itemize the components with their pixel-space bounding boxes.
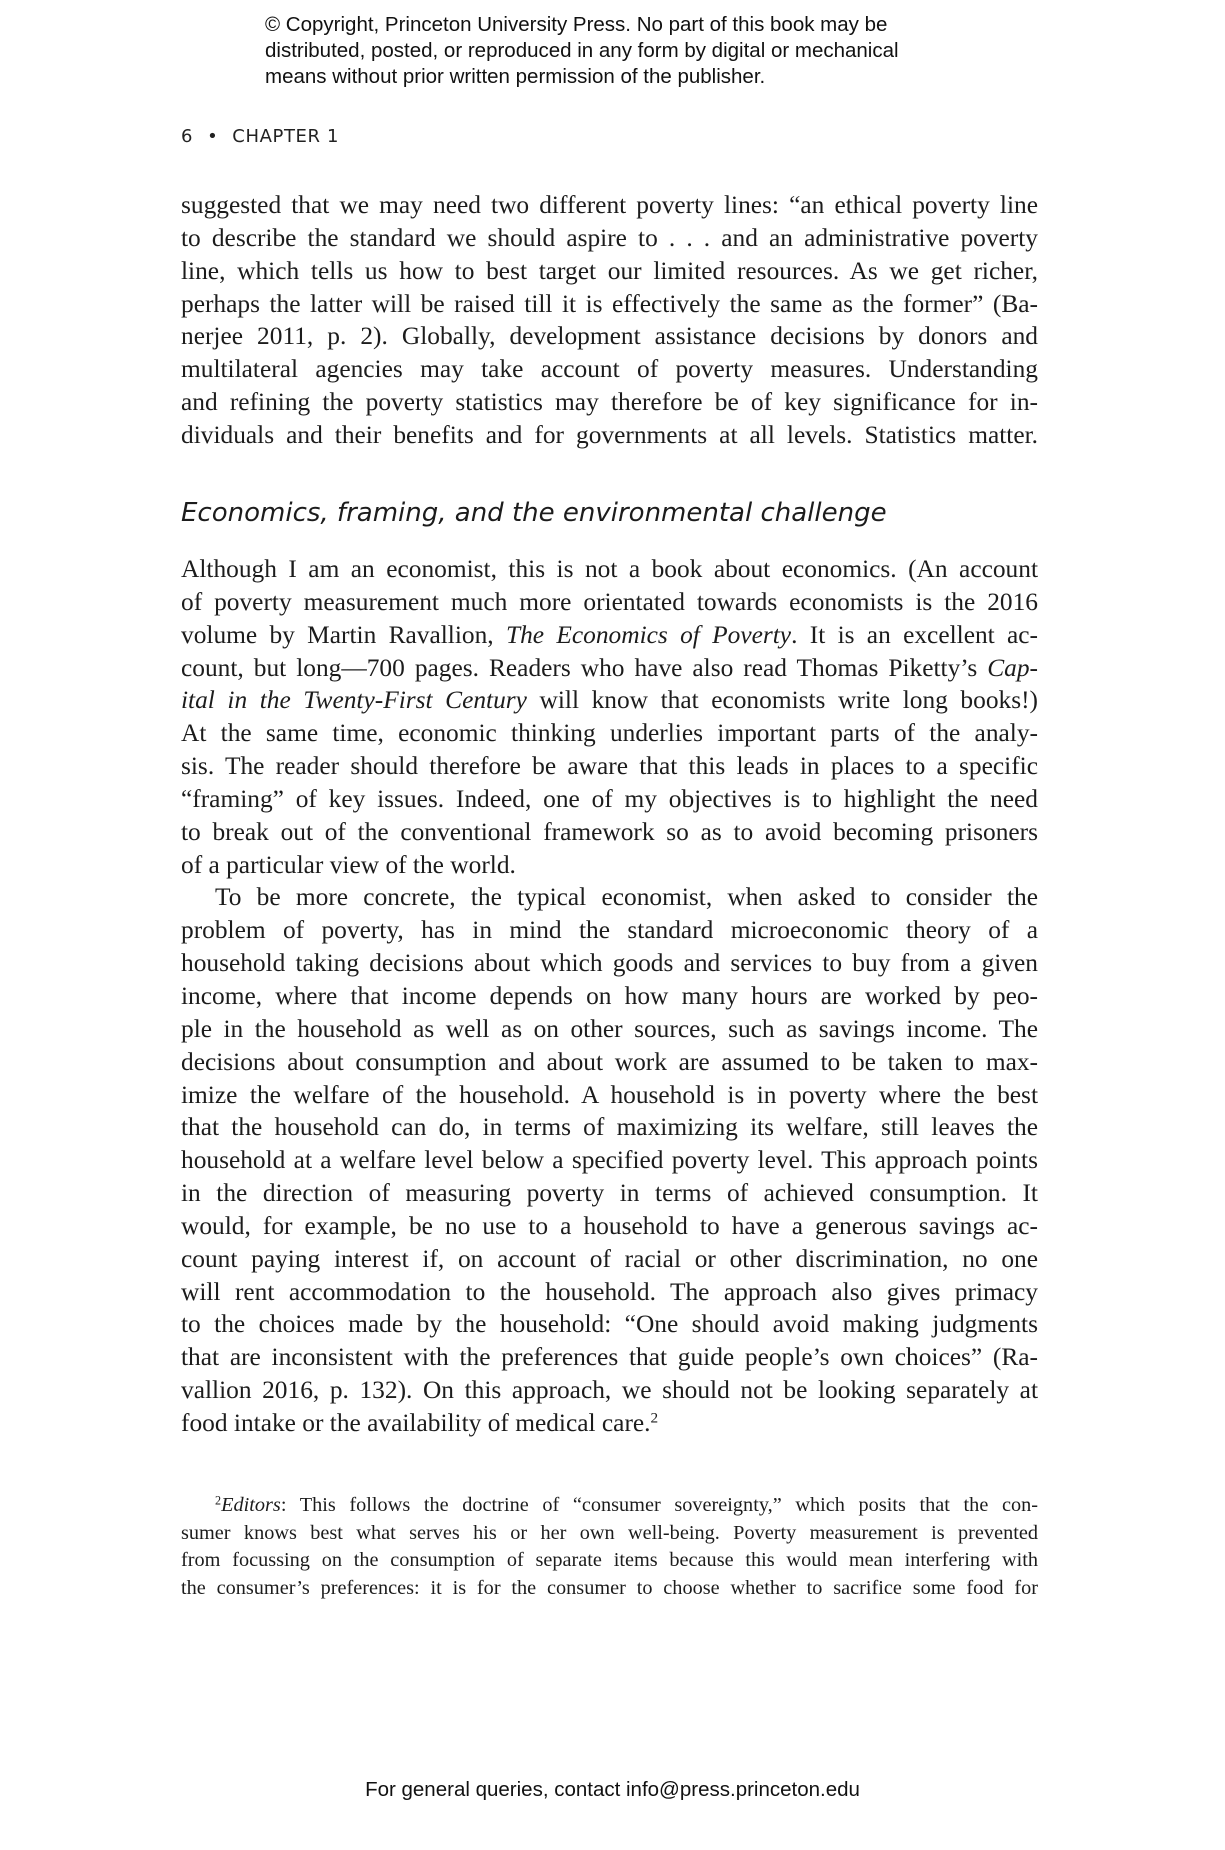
footnote-label: Editors xyxy=(221,1494,281,1516)
footnote-line xyxy=(181,1492,1038,1520)
text-line: ple in the household as well as on other sources, such as savings income. The xyxy=(181,1014,1038,1043)
running-head-separator: • xyxy=(207,126,219,147)
text-line xyxy=(181,1407,1038,1440)
section-heading: Economics, framing, and the environmental challenge xyxy=(181,498,887,528)
text-line: will rent accommodation to the household. The approach also gives primacy xyxy=(181,1277,1038,1306)
paragraph-1 xyxy=(181,189,1038,452)
text-run: volume by Martin Ravallion, xyxy=(181,620,506,649)
text-line: multilateral agencies may take account of poverty measures. Understanding xyxy=(181,355,1038,384)
text-line: suggested that we may need two different poverty lines: “an ethical poverty line xyxy=(181,191,1038,219)
text-line: vallion 2016, p. 132). On this approach, we should not be looking separately at xyxy=(181,1376,1038,1405)
text-line xyxy=(181,652,1038,685)
running-head xyxy=(181,126,339,147)
copyright-line: means without prior written permission of the publisher. xyxy=(265,65,766,88)
text-line: would, for example, be no use to a household to have a generous savings ac- xyxy=(181,1211,1038,1240)
text-line: dividuals and their benefits and for governments at all levels. Statistics matter. xyxy=(181,420,1038,449)
text-run: will know that economists write long books!) xyxy=(526,686,1038,715)
section-body xyxy=(181,553,1038,1440)
footnote-reference: 2 xyxy=(650,1409,659,1427)
chapter-label: CHAPTER 1 xyxy=(232,126,340,147)
text-line: to describe the standard we should aspire to . . . and an administrative poverty xyxy=(181,223,1038,252)
book-title: ital in the Twenty-First Century xyxy=(181,686,527,715)
footnote-line: from focussing on the consumption of separate items because this would mean interfering with xyxy=(181,1549,1038,1572)
text-line xyxy=(181,684,1038,717)
text-line: count paying interest if, on account of racial or other discrimination, no one xyxy=(181,1244,1038,1273)
copyright-notice xyxy=(265,12,1025,90)
text-line: problem of poverty, has in mind the standard microeconomic theory of a xyxy=(181,916,1038,945)
text-line: that the household can do, in terms of maximizing its welfare, still leaves the xyxy=(181,1113,1038,1142)
text-line: to break out of the conventional framework so as to avoid becoming prisoners xyxy=(181,817,1038,846)
text-line: household taking decisions about which goods and services to buy from a given xyxy=(181,949,1038,978)
text-line xyxy=(181,619,1038,652)
contact-footer: For general queries, contact info@press.princeton.edu xyxy=(365,1778,860,1801)
page-number: 6 xyxy=(181,126,194,147)
text-line: line, which tells us how to best target our limited resources. As we get richer, xyxy=(181,256,1038,285)
text-line: of poverty measurement much more orientated towards economists is the 2016 xyxy=(181,587,1038,616)
footnote-marker: 2 xyxy=(215,1493,222,1508)
text-line: “framing” of key issues. Indeed, one of my objectives is to highlight the need xyxy=(181,784,1038,813)
text-line: income, where that income depends on how many hours are worked by peo- xyxy=(181,981,1038,1010)
text-line: and refining the poverty statistics may therefore be of key significance for in- xyxy=(181,388,1038,417)
text-run: food intake or the availability of medical care. xyxy=(181,1408,651,1437)
text-line: nerjee 2011, p. 2). Globally, development assistance decisions by donors and xyxy=(181,322,1038,351)
footnote xyxy=(181,1492,1038,1602)
text-line: perhaps the latter will be raised till it is effectively the same as the former” (Ba- xyxy=(181,289,1038,318)
book-title: The Economics of Poverty xyxy=(505,620,792,649)
text-run: . It is an excellent ac- xyxy=(791,620,1039,649)
text-line: that are inconsistent with the preferences that guide people’s own choices” (Ra- xyxy=(181,1343,1038,1372)
copyright-line: © Copyright, Princeton University Press. No part of this book may be xyxy=(265,13,888,36)
copyright-line: distributed, posted, or reproduced in any form by digital or mechanical xyxy=(265,39,899,62)
text-line: of a particular view of the world. xyxy=(181,850,516,879)
text-line: Although I am an economist, this is not a book about economics. (An account xyxy=(181,555,1038,583)
text-line: To be more concrete, the typical economist, when asked to consider the xyxy=(215,883,1038,912)
text-run: : This follows the doctrine of “consumer sovereignty,” which posits that the con- xyxy=(280,1494,1038,1516)
text-line: household at a welfare level below a specified poverty level. This approach points xyxy=(181,1146,1038,1175)
footnote-line: the consumer’s preferences: it is for the consumer to choose whether to sacrifice some food for xyxy=(181,1576,1038,1599)
footnote-line: sumer knows best what serves his or her own well-being. Poverty measurement is prevented xyxy=(181,1521,1038,1544)
text-line: imize the welfare of the household. A household is in poverty where the best xyxy=(181,1080,1038,1109)
text-run: count, but long—700 pages. Readers who have also read Thomas Piketty’s xyxy=(181,653,988,682)
book-title: Cap- xyxy=(987,653,1038,682)
text-line: in the direction of measuring poverty in terms of achieved consumption. It xyxy=(181,1179,1038,1208)
text-line: At the same time, economic thinking underlies important parts of the analy- xyxy=(181,719,1038,748)
text-line: decisions about consumption and about work are assumed to be taken to max- xyxy=(181,1047,1038,1076)
text-line: sis. The reader should therefore be aware that this leads in places to a specific xyxy=(181,752,1038,781)
text-line: to the choices made by the household: “One should avoid making judgments xyxy=(181,1310,1038,1339)
